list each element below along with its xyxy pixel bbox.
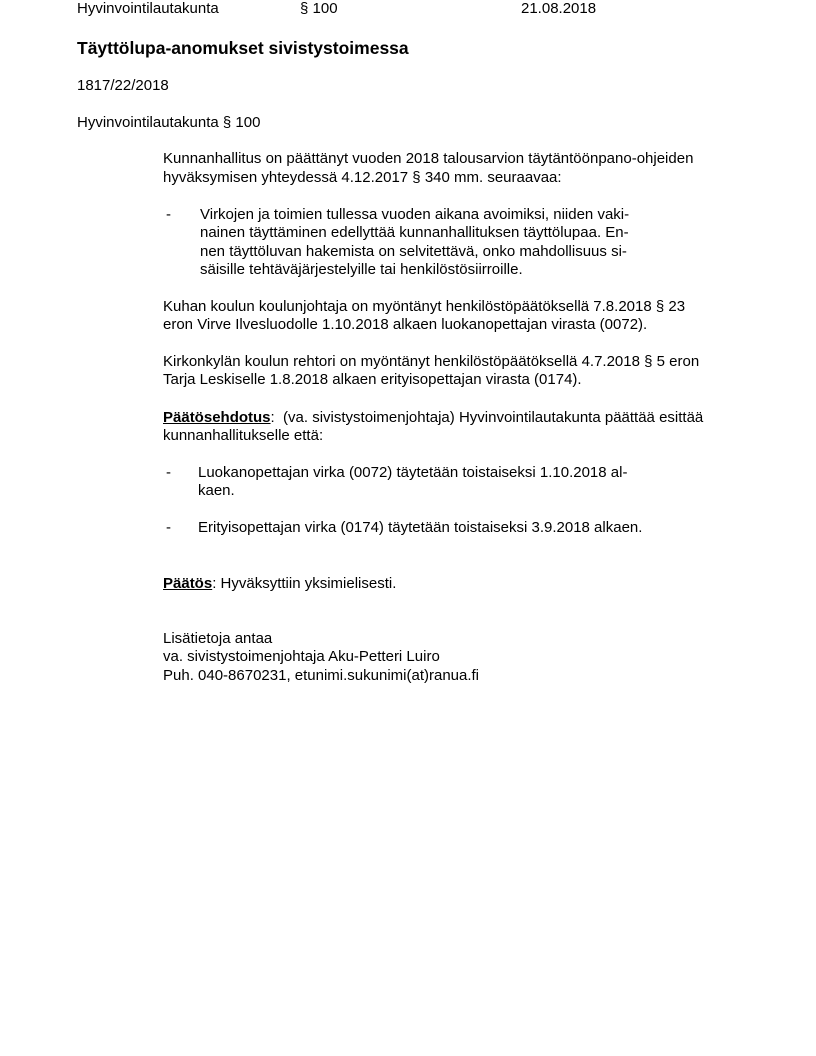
contact-line-3: Puh. 040-8670231, etunimi.sukunimi(at)ranua.fi [163, 667, 480, 684]
kirkonkyla-line-1: Kirkonkylän koulun rehtori on myöntänyt henkilöstöpäätöksellä 4.7.2018 § 5 eron [163, 353, 700, 370]
case-number: 1817/22/2018 [77, 77, 169, 94]
item-1-line-2: kaen. [198, 482, 235, 499]
proposal-text: (va. sivistystoimenjohtaja) Hyvinvointilautakunta päättää esittää [283, 409, 704, 426]
item-1-line-1: Luokanopettajan virka (0072) täytetään toistaiseksi 1.10.2018 al- [198, 464, 628, 481]
kuhan-line-1: Kuhan koulun koulunjohtaja on myöntänyt henkilöstöpäätöksellä 7.8.2018 § 23 [163, 298, 686, 315]
item-1-dash: - [166, 464, 171, 481]
proposal-colon: : [270, 409, 275, 426]
kuhan-line-2: eron Virve Ilvesluodolle 1.10.2018 alkaen luokanopettajan virasta (0072). [163, 316, 648, 333]
proposal-line-1 [163, 409, 703, 427]
quote-line-3: nen täyttöluvan hakemista on selvitettävä, onko mahdollisuus si- [200, 243, 627, 260]
header-section: § 100 [300, 0, 338, 17]
quote-line-2: nainen täyttäminen edellyttää kunnanhallituksen täyttölupaa. En- [200, 224, 629, 241]
contact-line-2: va. sivistystoimenjohtaja Aku-Petteri Luiro [163, 648, 440, 665]
quote-line-4: säisille tehtäväjärjestelyille tai henkilöstösiirroille. [200, 261, 523, 278]
proposal-line-2: kunnanhallitukselle että: [163, 427, 324, 444]
quote-dash: - [166, 206, 171, 223]
decision-text: : Hyväksyttiin yksimielisesti. [212, 575, 397, 592]
item-2-dash: - [166, 519, 171, 536]
intro-line-1: Kunnanhallitus on päättänyt vuoden 2018 talousarvion täytäntöönpano-ohjeiden [163, 150, 694, 167]
proposal-label: Päätösehdotus [163, 409, 271, 426]
intro-line-2: hyväksymisen yhteydessä 4.12.2017 § 340 mm. seuraavaa: [163, 169, 562, 186]
kirkonkyla-line-2: Tarja Leskiselle 1.8.2018 alkaen erityisopettajan virasta (0174). [163, 371, 582, 388]
decision-line [163, 575, 396, 593]
decision-label: Päätös [163, 575, 213, 592]
item-2-line-1: Erityisopettajan virka (0174) täytetään toistaiseksi 3.9.2018 alkaen. [198, 519, 643, 536]
document-title: Täyttölupa-anomukset sivistystoimessa [77, 38, 409, 58]
quote-line-1: Virkojen ja toimien tullessa vuoden aikana avoimiksi, niiden vaki- [200, 206, 630, 223]
header-organ: Hyvinvointilautakunta [77, 0, 219, 17]
body-reference: Hyvinvointilautakunta § 100 [77, 114, 261, 131]
header-date: 21.08.2018 [521, 0, 597, 17]
contact-line-1: Lisätietoja antaa [163, 630, 273, 647]
